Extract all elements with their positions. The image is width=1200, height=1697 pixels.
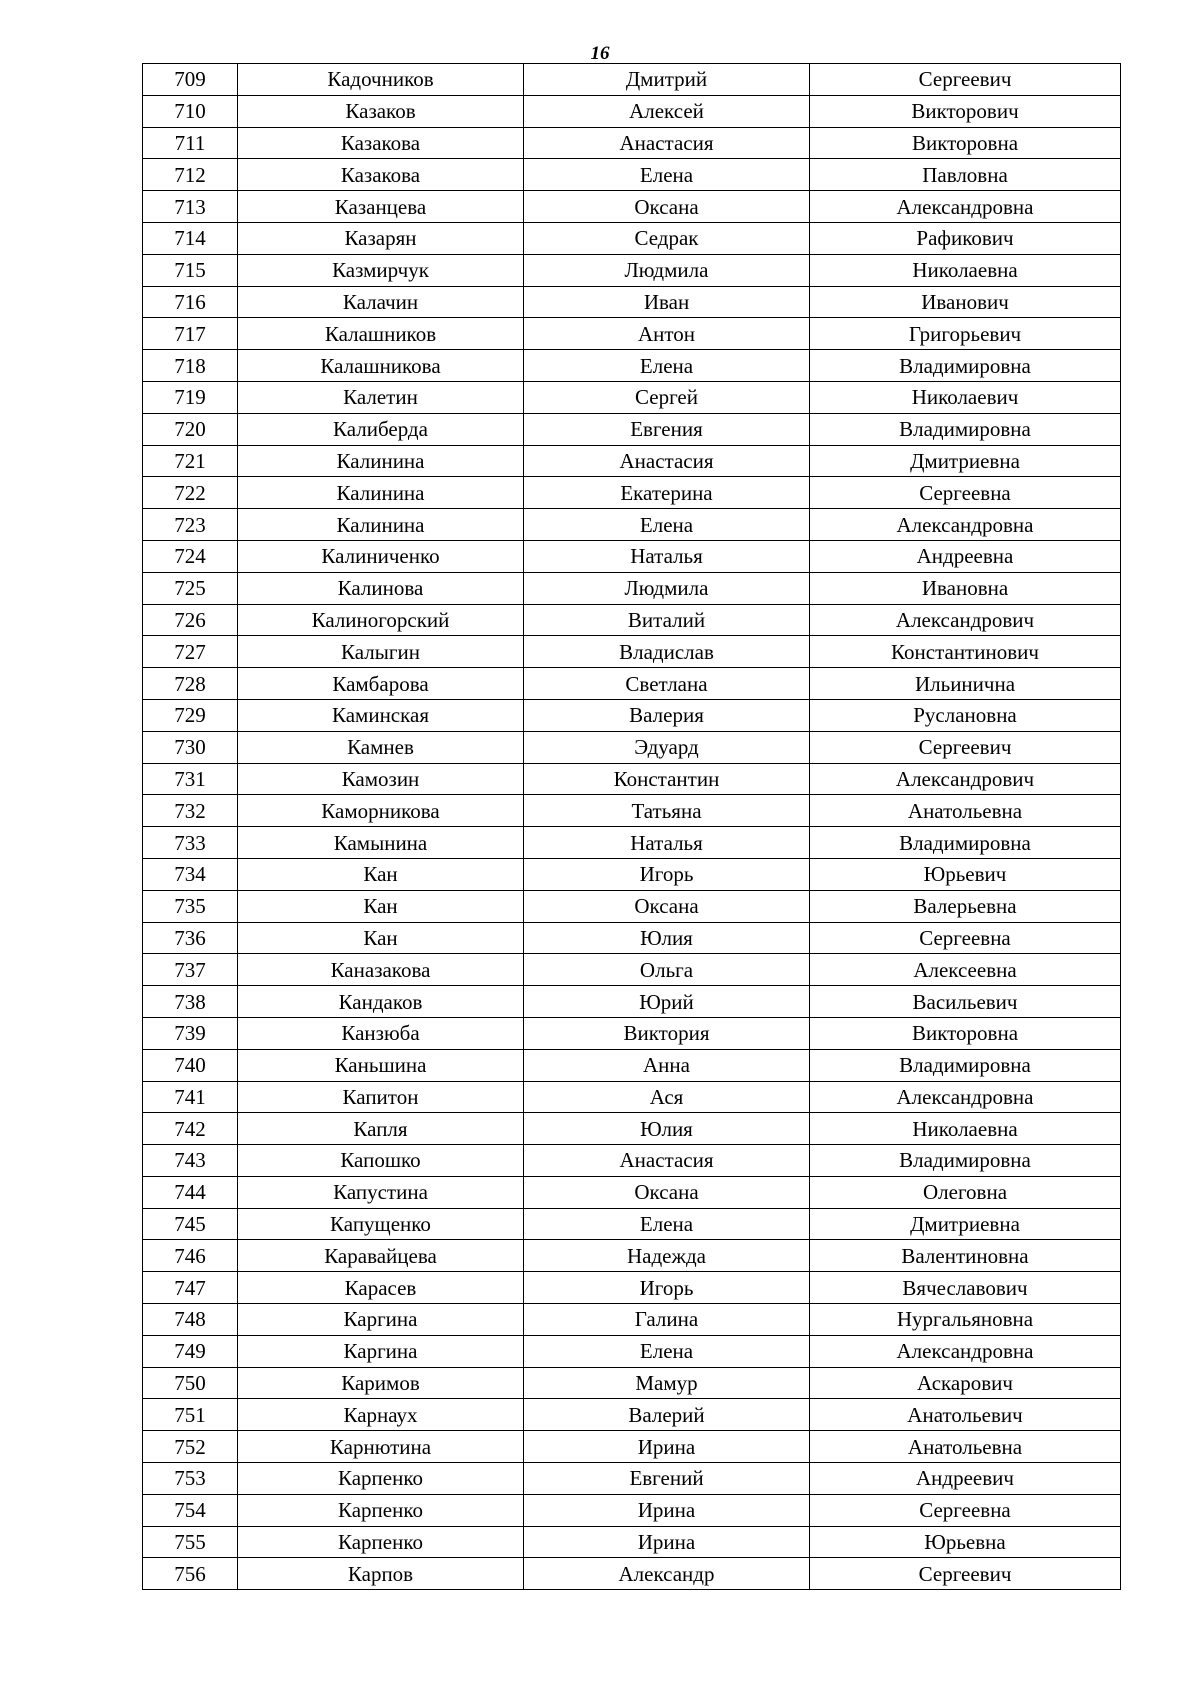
patronymic-cell: Нургальяновна xyxy=(810,1304,1121,1336)
first-name-cell: Антон xyxy=(524,318,810,350)
table-row xyxy=(143,1145,1121,1177)
surname-cell: Калыгин xyxy=(238,636,524,668)
first-name-cell: Виктория xyxy=(524,1017,810,1049)
table-row xyxy=(143,699,1121,731)
patronymic-cell: Валентиновна xyxy=(810,1240,1121,1272)
first-name-cell: Седрак xyxy=(524,222,810,254)
surname-cell: Калетин xyxy=(238,381,524,413)
row-number: 723 xyxy=(143,509,238,541)
patronymic-cell: Руслановна xyxy=(810,699,1121,731)
table-row xyxy=(143,445,1121,477)
row-number: 737 xyxy=(143,954,238,986)
surname-cell: Калиберда xyxy=(238,413,524,445)
patronymic-cell: Олеговна xyxy=(810,1176,1121,1208)
surname-cell: Казаков xyxy=(238,95,524,127)
surname-cell: Каназакова xyxy=(238,954,524,986)
row-number: 721 xyxy=(143,445,238,477)
row-number: 719 xyxy=(143,381,238,413)
patronymic-cell: Викторовна xyxy=(810,1017,1121,1049)
patronymic-cell: Ивановна xyxy=(810,572,1121,604)
first-name-cell: Владислав xyxy=(524,636,810,668)
patronymic-cell: Александровна xyxy=(810,1335,1121,1367)
row-number: 713 xyxy=(143,191,238,223)
row-number: 753 xyxy=(143,1463,238,1495)
first-name-cell: Ольга xyxy=(524,954,810,986)
surname-cell: Калачин xyxy=(238,286,524,318)
patronymic-cell: Александровна xyxy=(810,1081,1121,1113)
surname-cell: Камнев xyxy=(238,731,524,763)
table-row xyxy=(143,1017,1121,1049)
row-number: 752 xyxy=(143,1431,238,1463)
first-name-cell: Эдуард xyxy=(524,731,810,763)
first-name-cell: Ася xyxy=(524,1081,810,1113)
first-name-cell: Иван xyxy=(524,286,810,318)
row-number: 709 xyxy=(143,64,238,96)
patronymic-cell: Владимировна xyxy=(810,350,1121,382)
row-number: 724 xyxy=(143,540,238,572)
table-row xyxy=(143,191,1121,223)
table-row xyxy=(143,1399,1121,1431)
patronymic-cell: Николаевна xyxy=(810,254,1121,286)
table-row xyxy=(143,540,1121,572)
roster-table xyxy=(142,63,1121,1590)
first-name-cell: Людмила xyxy=(524,572,810,604)
first-name-cell: Елена xyxy=(524,509,810,541)
surname-cell: Каньшина xyxy=(238,1049,524,1081)
first-name-cell: Юрий xyxy=(524,986,810,1018)
first-name-cell: Константин xyxy=(524,763,810,795)
table-row xyxy=(143,1113,1121,1145)
row-number: 754 xyxy=(143,1494,238,1526)
surname-cell: Карнютина xyxy=(238,1431,524,1463)
table-row xyxy=(143,1208,1121,1240)
row-number: 728 xyxy=(143,668,238,700)
first-name-cell: Татьяна xyxy=(524,795,810,827)
surname-cell: Калинина xyxy=(238,445,524,477)
surname-cell: Казакова xyxy=(238,127,524,159)
first-name-cell: Алексей xyxy=(524,95,810,127)
patronymic-cell: Викторовна xyxy=(810,127,1121,159)
patronymic-cell: Николаевна xyxy=(810,1113,1121,1145)
table-row xyxy=(143,1463,1121,1495)
row-number: 739 xyxy=(143,1017,238,1049)
first-name-cell: Виталий xyxy=(524,604,810,636)
table-row xyxy=(143,858,1121,890)
first-name-cell: Юлия xyxy=(524,922,810,954)
surname-cell: Карпенко xyxy=(238,1494,524,1526)
patronymic-cell: Сергеевна xyxy=(810,922,1121,954)
table-row xyxy=(143,954,1121,986)
table-row xyxy=(143,731,1121,763)
table-row xyxy=(143,381,1121,413)
row-number: 736 xyxy=(143,922,238,954)
row-number: 748 xyxy=(143,1304,238,1336)
row-number: 751 xyxy=(143,1399,238,1431)
surname-cell: Капустина xyxy=(238,1176,524,1208)
row-number: 747 xyxy=(143,1272,238,1304)
row-number: 745 xyxy=(143,1208,238,1240)
patronymic-cell: Дмитриевна xyxy=(810,445,1121,477)
patronymic-cell: Анатольевич xyxy=(810,1399,1121,1431)
table-row xyxy=(143,95,1121,127)
table-row xyxy=(143,1494,1121,1526)
row-number: 730 xyxy=(143,731,238,763)
table-row xyxy=(143,1558,1121,1590)
row-number: 743 xyxy=(143,1145,238,1177)
table-row xyxy=(143,827,1121,859)
table-row xyxy=(143,254,1121,286)
surname-cell: Калинова xyxy=(238,572,524,604)
first-name-cell: Надежда xyxy=(524,1240,810,1272)
table-row xyxy=(143,668,1121,700)
first-name-cell: Валерия xyxy=(524,699,810,731)
row-number: 741 xyxy=(143,1081,238,1113)
patronymic-cell: Сергеевич xyxy=(810,64,1121,96)
first-name-cell: Елена xyxy=(524,1208,810,1240)
first-name-cell: Игорь xyxy=(524,858,810,890)
patronymic-cell: Андреевич xyxy=(810,1463,1121,1495)
table-row xyxy=(143,795,1121,827)
first-name-cell: Евгений xyxy=(524,1463,810,1495)
first-name-cell: Оксана xyxy=(524,1176,810,1208)
patronymic-cell: Владимировна xyxy=(810,827,1121,859)
first-name-cell: Елена xyxy=(524,1335,810,1367)
surname-cell: Капущенко xyxy=(238,1208,524,1240)
patronymic-cell: Валерьевна xyxy=(810,890,1121,922)
row-number: 738 xyxy=(143,986,238,1018)
surname-cell: Калинина xyxy=(238,477,524,509)
table-row xyxy=(143,604,1121,636)
surname-cell: Каравайцева xyxy=(238,1240,524,1272)
row-number: 735 xyxy=(143,890,238,922)
row-number: 720 xyxy=(143,413,238,445)
row-number: 734 xyxy=(143,858,238,890)
table-row xyxy=(143,1367,1121,1399)
surname-cell: Каргина xyxy=(238,1335,524,1367)
row-number: 733 xyxy=(143,827,238,859)
page-number: 16 xyxy=(590,43,610,64)
row-number: 731 xyxy=(143,763,238,795)
patronymic-cell: Владимировна xyxy=(810,413,1121,445)
patronymic-cell: Андреевна xyxy=(810,540,1121,572)
patronymic-cell: Сергеевна xyxy=(810,477,1121,509)
surname-cell: Калиниченко xyxy=(238,540,524,572)
first-name-cell: Ирина xyxy=(524,1431,810,1463)
table-row xyxy=(143,1081,1121,1113)
surname-cell: Карнаух xyxy=(238,1399,524,1431)
patronymic-cell: Константинович xyxy=(810,636,1121,668)
patronymic-cell: Рафикович xyxy=(810,222,1121,254)
row-number: 742 xyxy=(143,1113,238,1145)
table-row xyxy=(143,286,1121,318)
patronymic-cell: Ильинична xyxy=(810,668,1121,700)
table-row xyxy=(143,986,1121,1018)
first-name-cell: Сергей xyxy=(524,381,810,413)
surname-cell: Канзюба xyxy=(238,1017,524,1049)
row-number: 756 xyxy=(143,1558,238,1590)
surname-cell: Калашников xyxy=(238,318,524,350)
table-row xyxy=(143,1272,1121,1304)
row-number: 740 xyxy=(143,1049,238,1081)
patronymic-cell: Александрович xyxy=(810,604,1121,636)
first-name-cell: Александр xyxy=(524,1558,810,1590)
patronymic-cell: Александрович xyxy=(810,763,1121,795)
first-name-cell: Оксана xyxy=(524,191,810,223)
patronymic-cell: Анатольевна xyxy=(810,1431,1121,1463)
table-row xyxy=(143,922,1121,954)
row-number: 729 xyxy=(143,699,238,731)
surname-cell: Карпенко xyxy=(238,1463,524,1495)
table-row xyxy=(143,222,1121,254)
row-number: 717 xyxy=(143,318,238,350)
row-number: 750 xyxy=(143,1367,238,1399)
surname-cell: Кан xyxy=(238,858,524,890)
table-row xyxy=(143,1335,1121,1367)
first-name-cell: Ирина xyxy=(524,1494,810,1526)
table-row xyxy=(143,1049,1121,1081)
surname-cell: Кан xyxy=(238,890,524,922)
row-number: 755 xyxy=(143,1526,238,1558)
row-number: 716 xyxy=(143,286,238,318)
table-row xyxy=(143,477,1121,509)
row-number: 712 xyxy=(143,159,238,191)
patronymic-cell: Владимировна xyxy=(810,1145,1121,1177)
surname-cell: Карпов xyxy=(238,1558,524,1590)
row-number: 732 xyxy=(143,795,238,827)
patronymic-cell: Васильевич xyxy=(810,986,1121,1018)
surname-cell: Калиногорский xyxy=(238,604,524,636)
table-row xyxy=(143,1304,1121,1336)
first-name-cell: Наталья xyxy=(524,540,810,572)
first-name-cell: Екатерина xyxy=(524,477,810,509)
surname-cell: Казмирчук xyxy=(238,254,524,286)
table-row xyxy=(143,318,1121,350)
first-name-cell: Анастасия xyxy=(524,445,810,477)
table-row xyxy=(143,890,1121,922)
table-row xyxy=(143,636,1121,668)
row-number: 718 xyxy=(143,350,238,382)
first-name-cell: Валерий xyxy=(524,1399,810,1431)
patronymic-cell: Викторович xyxy=(810,95,1121,127)
surname-cell: Каримов xyxy=(238,1367,524,1399)
table-row xyxy=(143,1431,1121,1463)
table-row xyxy=(143,763,1121,795)
surname-cell: Карпенко xyxy=(238,1526,524,1558)
patronymic-cell: Юрьевич xyxy=(810,858,1121,890)
row-number: 749 xyxy=(143,1335,238,1367)
first-name-cell: Елена xyxy=(524,159,810,191)
surname-cell: Кандаков xyxy=(238,986,524,1018)
row-number: 746 xyxy=(143,1240,238,1272)
surname-cell: Калашникова xyxy=(238,350,524,382)
surname-cell: Кан xyxy=(238,922,524,954)
patronymic-cell: Павловна xyxy=(810,159,1121,191)
surname-cell: Камынина xyxy=(238,827,524,859)
row-number: 715 xyxy=(143,254,238,286)
row-number: 726 xyxy=(143,604,238,636)
surname-cell: Карасев xyxy=(238,1272,524,1304)
patronymic-cell: Иванович xyxy=(810,286,1121,318)
table-row xyxy=(143,413,1121,445)
patronymic-cell: Николаевич xyxy=(810,381,1121,413)
table-row xyxy=(143,1526,1121,1558)
first-name-cell: Галина xyxy=(524,1304,810,1336)
patronymic-cell: Сергеевич xyxy=(810,1558,1121,1590)
patronymic-cell: Сергеевич xyxy=(810,731,1121,763)
surname-cell: Калинина xyxy=(238,509,524,541)
surname-cell: Каморникова xyxy=(238,795,524,827)
first-name-cell: Мамур xyxy=(524,1367,810,1399)
table-row xyxy=(143,572,1121,604)
patronymic-cell: Александровна xyxy=(810,509,1121,541)
table-row xyxy=(143,1176,1121,1208)
patronymic-cell: Григорьевич xyxy=(810,318,1121,350)
row-number: 711 xyxy=(143,127,238,159)
first-name-cell: Оксана xyxy=(524,890,810,922)
patronymic-cell: Дмитриевна xyxy=(810,1208,1121,1240)
surname-cell: Камбарова xyxy=(238,668,524,700)
row-number: 727 xyxy=(143,636,238,668)
table-row xyxy=(143,159,1121,191)
roster-table-body xyxy=(143,64,1121,1590)
patronymic-cell: Александровна xyxy=(810,191,1121,223)
surname-cell: Казарян xyxy=(238,222,524,254)
patronymic-cell: Вячеславович xyxy=(810,1272,1121,1304)
patronymic-cell: Алексеевна xyxy=(810,954,1121,986)
surname-cell: Казакова xyxy=(238,159,524,191)
row-number: 725 xyxy=(143,572,238,604)
table-row xyxy=(143,64,1121,96)
first-name-cell: Анастасия xyxy=(524,127,810,159)
surname-cell: Каргина xyxy=(238,1304,524,1336)
surname-cell: Капошко xyxy=(238,1145,524,1177)
surname-cell: Капитон xyxy=(238,1081,524,1113)
table-row xyxy=(143,127,1121,159)
table-row xyxy=(143,1240,1121,1272)
patronymic-cell: Юрьевна xyxy=(810,1526,1121,1558)
row-number: 714 xyxy=(143,222,238,254)
patronymic-cell: Анатольевна xyxy=(810,795,1121,827)
table-row xyxy=(143,509,1121,541)
surname-cell: Капля xyxy=(238,1113,524,1145)
row-number: 722 xyxy=(143,477,238,509)
first-name-cell: Елена xyxy=(524,350,810,382)
first-name-cell: Людмила xyxy=(524,254,810,286)
surname-cell: Камозин xyxy=(238,763,524,795)
row-number: 744 xyxy=(143,1176,238,1208)
patronymic-cell: Аскарович xyxy=(810,1367,1121,1399)
row-number: 710 xyxy=(143,95,238,127)
first-name-cell: Евгения xyxy=(524,413,810,445)
first-name-cell: Анна xyxy=(524,1049,810,1081)
first-name-cell: Юлия xyxy=(524,1113,810,1145)
surname-cell: Каминская xyxy=(238,699,524,731)
patronymic-cell: Сергеевна xyxy=(810,1494,1121,1526)
first-name-cell: Ирина xyxy=(524,1526,810,1558)
first-name-cell: Анастасия xyxy=(524,1145,810,1177)
first-name-cell: Светлана xyxy=(524,668,810,700)
table-row xyxy=(143,350,1121,382)
first-name-cell: Игорь xyxy=(524,1272,810,1304)
first-name-cell: Наталья xyxy=(524,827,810,859)
patronymic-cell: Владимировна xyxy=(810,1049,1121,1081)
surname-cell: Казанцева xyxy=(238,191,524,223)
surname-cell: Кадочников xyxy=(238,64,524,96)
first-name-cell: Дмитрий xyxy=(524,64,810,96)
